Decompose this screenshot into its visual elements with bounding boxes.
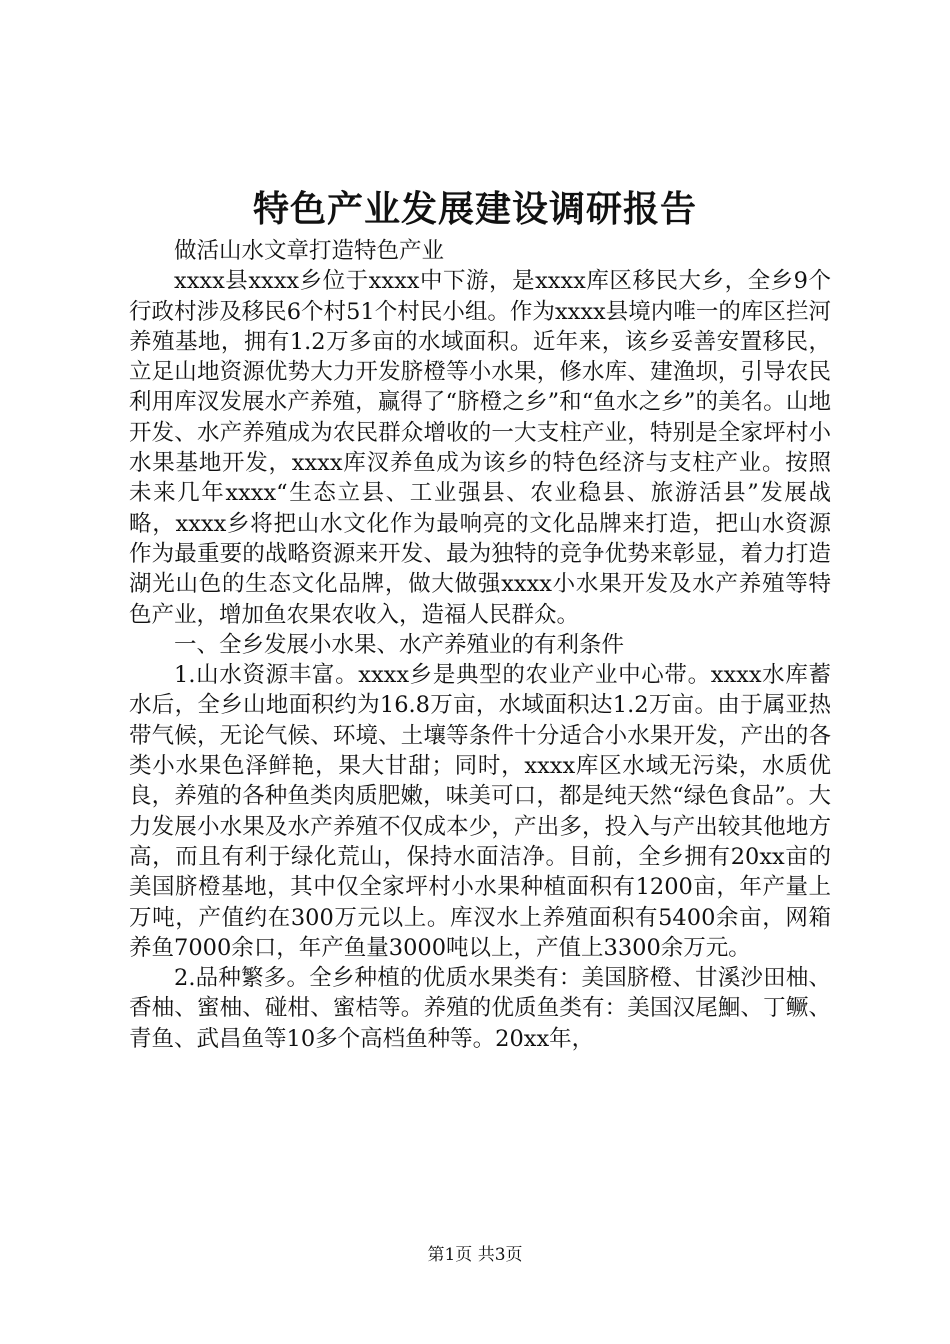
document-body [129,236,831,1054]
page-footer: 第1页 共3页 [427,1245,523,1265]
section-heading: 一、全乡发展小水果、水产养殖业的有利条件 [174,631,625,658]
point-2-paragraph: 2.品种繁多。全乡种植的优质水果类有：美国脐橙、甘溪沙田柚、香柚、蜜柚、碰柑、蜜桔等。养殖的优质鱼类有：美国汉尾鮰、丁鳜、青鱼、武昌鱼等10多个高档鱼种等。20xx年， [129,965,831,1052]
intro-paragraph: xxxx县xxxx乡位于xxxx中下游，是xxxx库区移民大乡，全乡9个行政村涉及移民6个村51个村民小组。作为xxxx县境内唯一的库区拦河养殖基地，拥有1.2万多亩的水域面积。近年来，该乡妥善安置移民，立足山地资源优势大力开发脐橙等小水果，修水库、建渔坝，引导农民利用库汊发展水产养殖，赢得了“脐橙之乡”和“鱼水之乡”的美名。山地开发、水产养殖成为农民群众增收的一大支柱产业，特别是全家坪村小水果基地开发，xxxx库汊养鱼成为该乡的特色经济与支柱产业。按照未来几年xxxx“生态立县、工业强县、农业稳县、旅游活县”发展战略，xxxx乡将把山水文化作为最响亮的文化品牌来打造，把山水资源作为最重要的战略资源来开发、最为独特的竞争优势来彰显，着力打造湖光山色的生态文化品牌，做大做强xxxx小水果开发及水产养殖等特色产业，增加鱼农果农收入，造福人民群众。 [129,268,831,628]
subtitle-paragraph: 做活山水文章打造特色产业 [174,238,445,264]
point-1-paragraph: 1.山水资源丰富。xxxx乡是典型的农业产业中心带。xxxx水库蓄水后，全乡山地面积约为16.8万亩，水域面积达1.2万亩。由于属亚热带气候，无论气候、环境、土壤等条件十分适合小水果开发，产出的各类小水果色泽鲜艳，果大甘甜；同时，xxxx库区水域无污染，水质优良，养殖的各种鱼类肉质肥嫩，味美可口，都是纯天然“绿色食品”。大力发展小水果及水产养殖不仅成本少，产出多，投入与产出较其他地方高，而且有利于绿化荒山，保持水面洁净。目前，全乡拥有20xx亩的美国脐橙基地，其中仅全家坪村小水果种植面积有1200亩，年产量上万吨，产值约在300万元以上。库汊水上养殖面积有5400余亩，网箱养鱼7000余口，年产鱼量3000吨以上，产值上3300余万元。 [129,662,831,961]
document-title: 特色产业发展建设调研报告 [252,189,697,230]
